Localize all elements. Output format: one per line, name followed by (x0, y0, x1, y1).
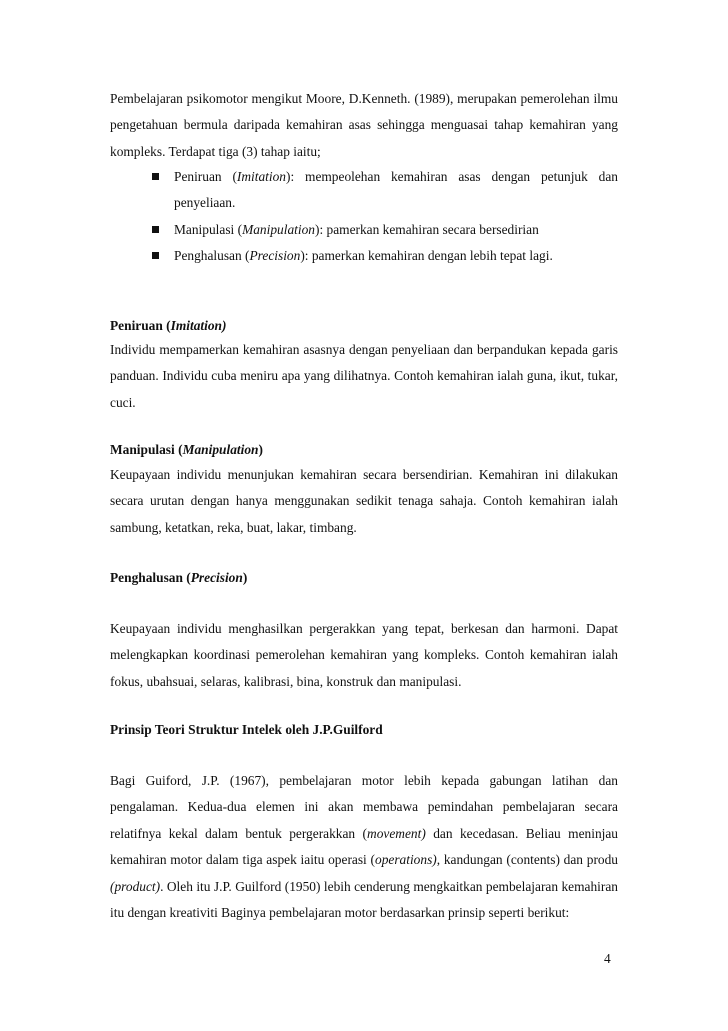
list-item: Manipulasi (Manipulation): pamerkan kemahiran secara bersedirian (152, 217, 618, 243)
list-item: Penghalusan (Precision): pamerkan kemahiran dengan lebih tepat lagi. (152, 243, 618, 269)
stage-list (152, 164, 618, 270)
precision-body: Keupayaan individu menghasilkan pergerakkan yang tepat, berkesan dan harmoni. Dapat melengkapkan koordinasi pemerolehan kemahiran yang kompleks. Contoh kemahiran ialah fokus, ubahsuai, selaras, kalibrasi, bina, konstruk dan manipulasi. (110, 621, 618, 689)
square-bullet-icon (152, 252, 159, 259)
intro-paragraph: Pembelajaran psikomotor mengikut Moore, D.Kenneth. (1989), merupakan pemerolehan ilmu pengetahuan bermula daripada kemahiran asas sehingga menguasai tahap kemahiran yang kompleks. Terdapat tiga (3) tahap iaitu; (110, 91, 618, 159)
guilford-body: Bagi Guiford, J.P. (1967), pembelajaran motor lebih kepada gabungan latihan dan pengalaman. Kedua-dua elemen ini akan membawa pemindahan pembelajaran secara relatifnya kekal dalam bentuk pergerakkan (movement) dan kecedasan. Beliau meninjau kemahiran motor dalam tiga aspek iaitu operasi (operations), kandungan (contents) dan produ (product). Oleh itu J.P. Guilford (1950) lebih cenderung mengkaitkan pembelajaran kemahiran itu dengan kreativiti Baginya pembelajaran motor berdasarkan prinsip seperti berikut: (110, 773, 618, 921)
manipulation-body: Keupayaan individu menunjukan kemahiran secara bersendirian. Kemahiran ini dilakukan secara urutan dengan hanya menggunakan sedikit tenaga sahaja. Contoh kemahiran ialah sambung, ketatkan, reka, buat, lakar, timbang. (110, 467, 618, 535)
heading-guilford: Prinsip Teori Struktur Intelek oleh J.P.Guilford (110, 722, 383, 737)
square-bullet-icon (152, 226, 159, 233)
heading-precision: Penghalusan (Precision) (110, 570, 248, 585)
list-item: Peniruan (Imitation): mempeolehan kemahiran asas dengan petunjuk dan penyeliaan. (152, 164, 618, 217)
heading-imitation: Peniruan (Imitation) (110, 318, 227, 333)
imitation-body: Individu mempamerkan kemahiran asasnya dengan penyeliaan dan berpandukan kepada garis panduan. Individu cuba meniru apa yang dilihatnya. Contoh kemahiran ialah guna, ikut, tukar, cuci. (110, 342, 618, 410)
page-number: 4 (604, 951, 611, 966)
square-bullet-icon (152, 173, 159, 180)
heading-manipulation: Manipulasi (Manipulation) (110, 442, 263, 457)
